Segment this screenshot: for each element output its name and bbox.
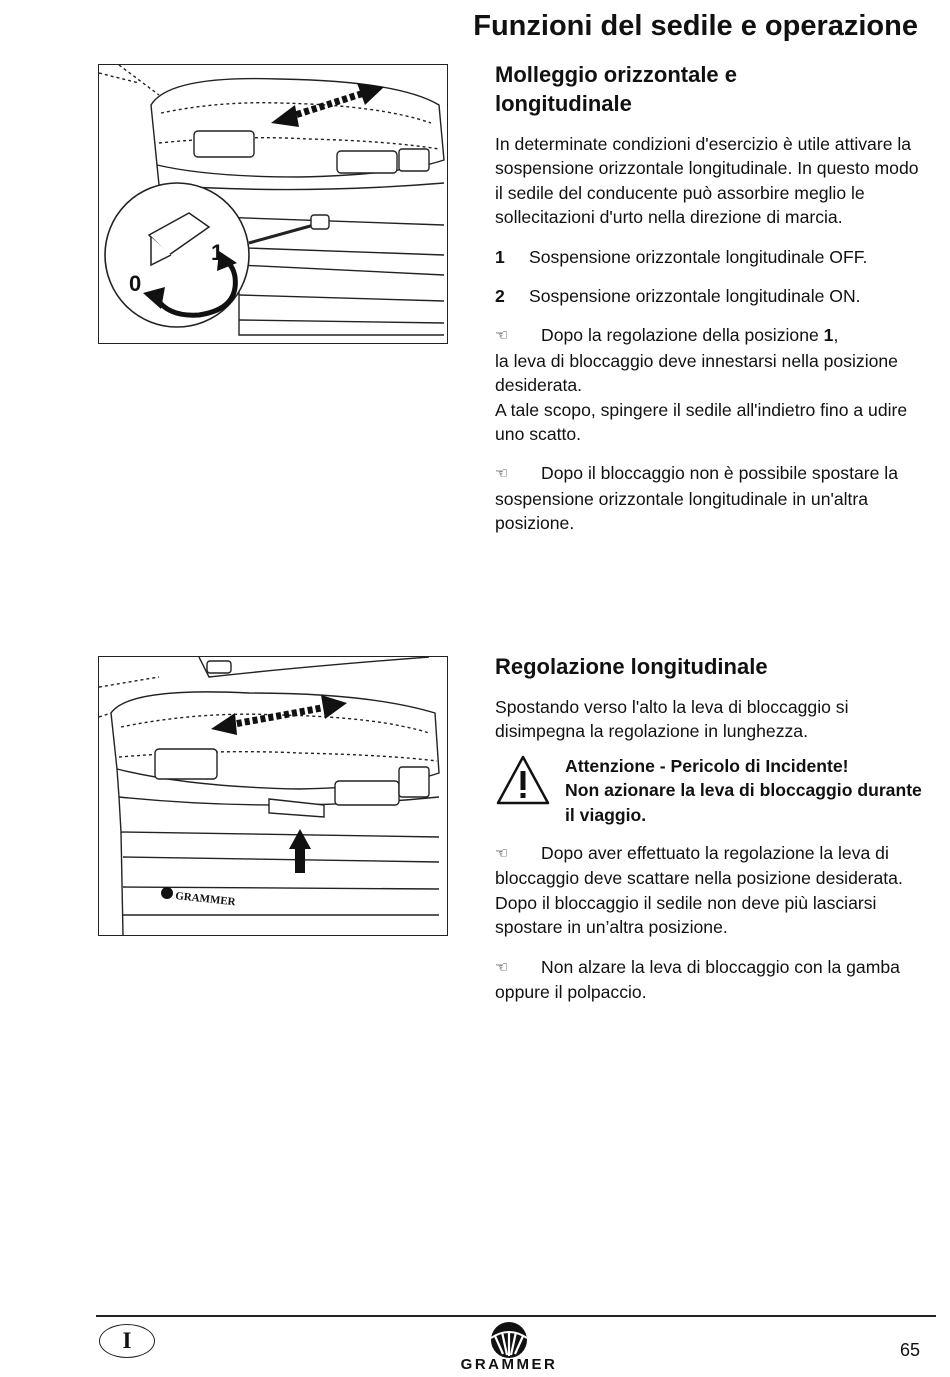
grammer-logo-icon xyxy=(161,887,173,899)
section-horizontal-suspension xyxy=(495,60,925,551)
list-item xyxy=(495,284,925,308)
note-text: Dopo aver effettuato la regolazione la leva di bloccaggio deve scattare nella posizione desiderata. Dopo il bloccaggio il sedile non deve più lasciarsi spostare in un’altra posizione. xyxy=(495,843,903,938)
figure-longitudinal-adjustment xyxy=(98,656,448,936)
note-text: A tale scopo, spingere il sedile all'indietro fino a udire uno scatto. xyxy=(495,399,908,445)
section-heading xyxy=(495,60,925,118)
note-paragraph xyxy=(495,323,925,446)
pointing-hand-icon: ☜ xyxy=(495,327,509,345)
section-longitudinal-adjustment xyxy=(495,652,925,1019)
warning-title: Attenzione - Pericolo di Incidente! xyxy=(565,755,849,776)
note-paragraph xyxy=(495,955,925,1005)
language-badge: I xyxy=(99,1324,155,1358)
warning-box xyxy=(495,754,925,827)
pointing-hand-icon: ☜ xyxy=(495,465,509,483)
brand-name: GRAMMER xyxy=(460,1356,558,1373)
list-item-text: Sospensione orizzontale longitudinale ON. xyxy=(529,286,861,307)
pointing-hand-icon: ☜ xyxy=(495,845,509,863)
note-text: Non alzare la leva di bloccaggio con la gamba oppure il polpaccio. xyxy=(495,956,900,1003)
seat-illustration-2 xyxy=(99,657,447,935)
figure-horizontal-suspension xyxy=(98,64,448,344)
lever-position-0-label: 0 xyxy=(129,271,142,296)
list-item-number: 1 xyxy=(495,246,505,267)
seat-illustration-1 xyxy=(99,65,447,343)
note-paragraph xyxy=(495,461,925,535)
warning-body: Non azionare la leva di bloccaggio durante il viaggio. xyxy=(565,780,922,825)
note-paragraph xyxy=(495,841,925,940)
section-intro: In determinate condizioni d'esercizio è utile attivare la sospensione orizzontale longitudinale. In questo modo il sedile del conducente può assorbire meglio le sollecitazioni d'urto nella direzione di marcia. xyxy=(495,134,919,228)
seat-brand-label: GRAMMER xyxy=(174,890,237,909)
warning-triangle-icon xyxy=(495,754,565,827)
section-heading-line2: longitudinale xyxy=(495,91,632,116)
note-text: la leva di bloccaggio deve innestarsi nella posizione desiderata. xyxy=(495,350,898,396)
list-item-text: Sospensione orizzontale longitudinale OFF. xyxy=(529,246,868,267)
note-text: Dopo la regolazione della posizione xyxy=(541,325,824,346)
page-title: Funzioni del sedile e operazione xyxy=(473,10,918,42)
footer-divider xyxy=(96,1315,936,1317)
lever-position-1-label: 1 xyxy=(211,240,224,265)
list-item-number: 2 xyxy=(495,286,505,307)
note-bold: 1 xyxy=(823,325,834,346)
page-number: 65 xyxy=(899,1340,920,1360)
list-item xyxy=(495,245,925,269)
lever-detail-circle xyxy=(105,183,249,327)
warning-text xyxy=(565,754,925,827)
section-heading-line1: Molleggio orizzontale e xyxy=(495,62,738,87)
note-text: , xyxy=(833,325,839,346)
section-intro: Spostando verso l'alto la leva di bloccaggio si disimpegna la regolazione in lunghezza. xyxy=(495,697,849,742)
section-heading: Regolazione longitudinale xyxy=(495,654,768,679)
note-text: Dopo il bloccaggio non è possibile spostare la sospensione orizzontale longitudinale in un'altra posizione. xyxy=(495,463,898,534)
pointing-hand-icon: ☜ xyxy=(495,958,509,976)
